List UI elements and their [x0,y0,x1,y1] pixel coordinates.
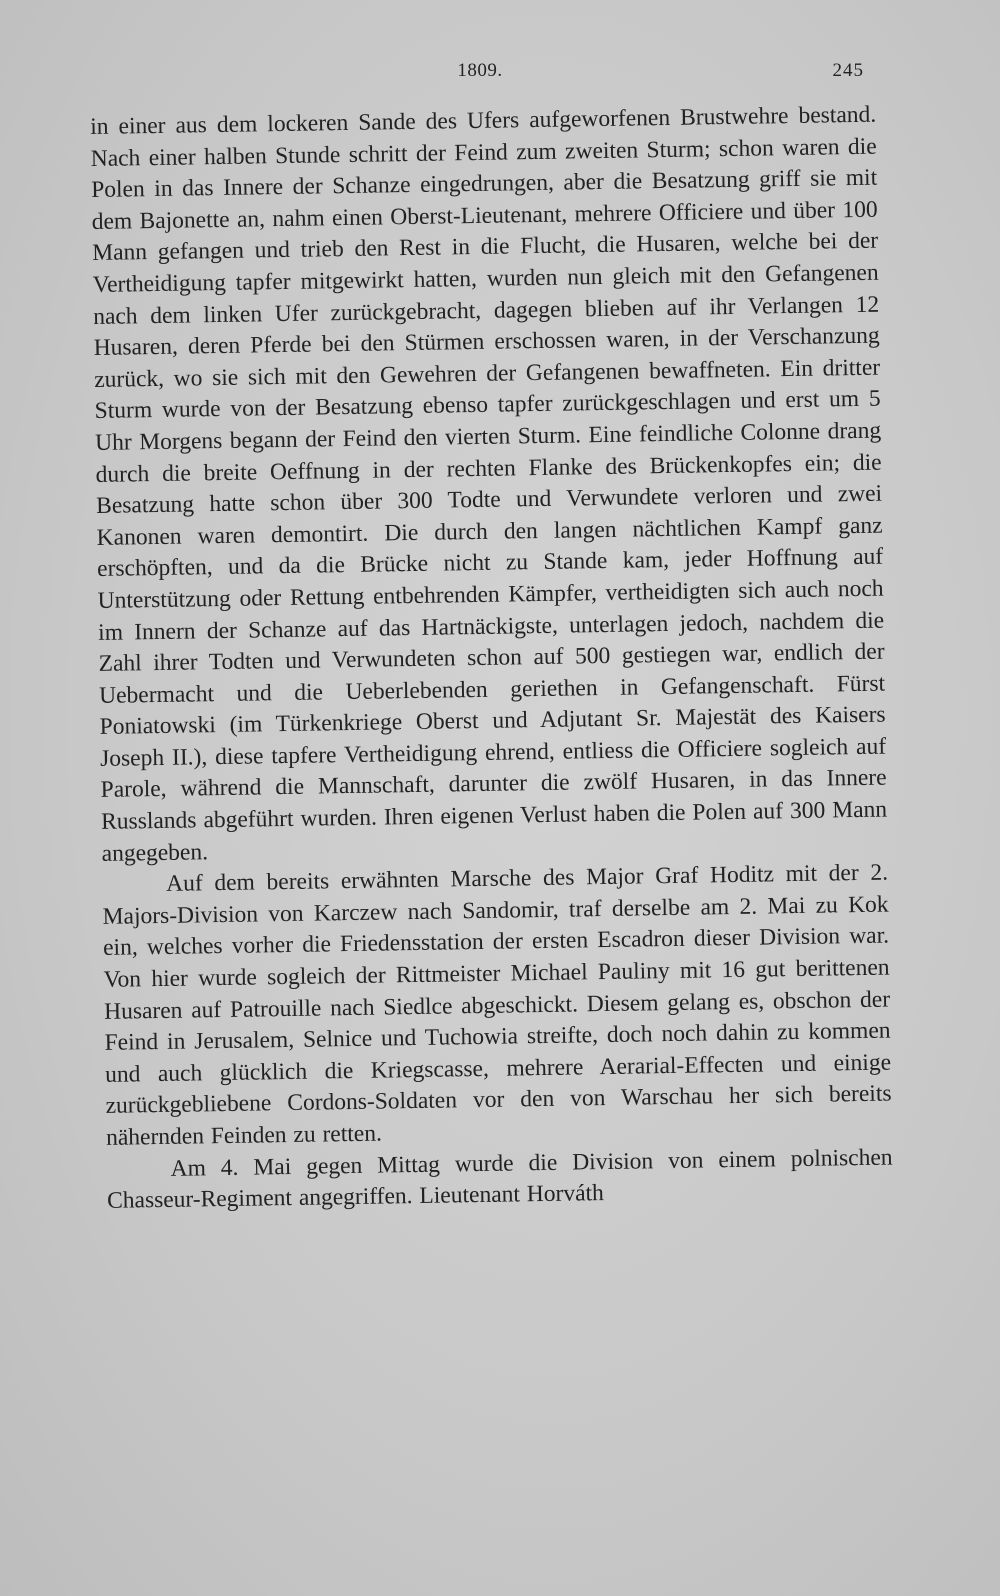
page-number: 245 [832,60,864,81]
paragraph-hoditz-march: Auf dem bereits erwähnten Marsche des Major Graf Hoditz mit der 2. Majors-Division von Karczew nach Sandomir, traf derselbe am 2. Mai zu Kok ein, welches vorher die Friedensstation der ersten Escadron dieser Division war. Von hier wurde sogleich der Rittmeister Michael Pauliny mit 16 gut berittenen Husaren auf Patrouille nach Siedlce abgeschickt. Diesem gelang es, obschon der Feind in Jerusalem, Selnice und Tuchowia streifte, doch noch dahin zu kommen und auch glücklich die Kriegscasse, mehrere Aerarial-Effecten und einige zurückgebliebene Cordons-Soldaten vor den von Warschau her sich bereits nähernden Feinden zu retten. [102,859,892,1151]
running-head-year: 1809. [457,60,503,81]
paragraph-continued: in einer aus dem lockeren Sande des Ufers aufgeworfenen Brustwehre bestand. Nach einer halben Stunde schritt der Feind zum zweiten Sturm; schon waren die Polen in das Innere der Schanze eingedrungen, aber die Besatzung griff sie mit dem Bajonette an, nahm einen Oberst-Lieutenant, mehrere Officiere und über 100 Mann gefangen und trieb den Rest in die Flucht, die Husaren, welche bei der Vertheidigung tapfer mitgewirkt hatten, wurden nun gleich mit den Gefangenen nach dem linken Ufer zurückgebracht, dagegen blieben auf ihr Verlangen 12 Husaren, deren Pferde bei den Stürmen erschossen waren, in der Verschanzung zurück, wo sie sich mit den Gewehren der Gefangenen bewaffneten. Ein dritter Sturm wurde von der Besatzung ebenso tapfer zurückgeschlagen und erst um 5 Uhr Morgens begann der Feind den vierten Sturm. Eine feindliche Colonne drang durch die breite Oeffnung in der rechten Flanke des Brückenkopfes ein; die Besatzung hatte schon über 300 Todte und Verwundete verloren und zwei Kanonen waren demontirt. Die durch den langen nächtlichen Kampf ganz erschöpften, und da die Brücke nicht zu Stande kam, jeder Hoffnung auf Unterstützung oder Rettung entbehrenden Kämpfer, vertheidigten sich auch noch im Innern der Schanze auf das Hartnäckigste, unterlagen jedoch, nachdem die Zahl ihrer Todten und Verwundeten schon auf 500 gestiegen war, endlich der Uebermacht und die Ueberlebenden geriethen in Gefangenschaft. Fürst Poniatowski (im Türkenkriege Oberst und Adjutant Sr. Majestät des Kaisers Joseph II.), diese tapfere Vertheidigung ehrend, entliess die Officiere sogleich auf Parole, während die Mannschaft, darunter die zwölf Husaren, in das Innere Russlands abgeführt wurden. Ihren eigenen Verlust haben die Polen auf 300 Mann angegeben. [90,101,888,867]
page-header [90,60,870,90]
paragraph-may-4: Am 4. Mai gegen Mittag wurde die Division von einem polnischen Chasseur-Regiment angegriffen. Lieutenant Horváth [106,1144,893,1215]
body-text [90,100,893,1218]
